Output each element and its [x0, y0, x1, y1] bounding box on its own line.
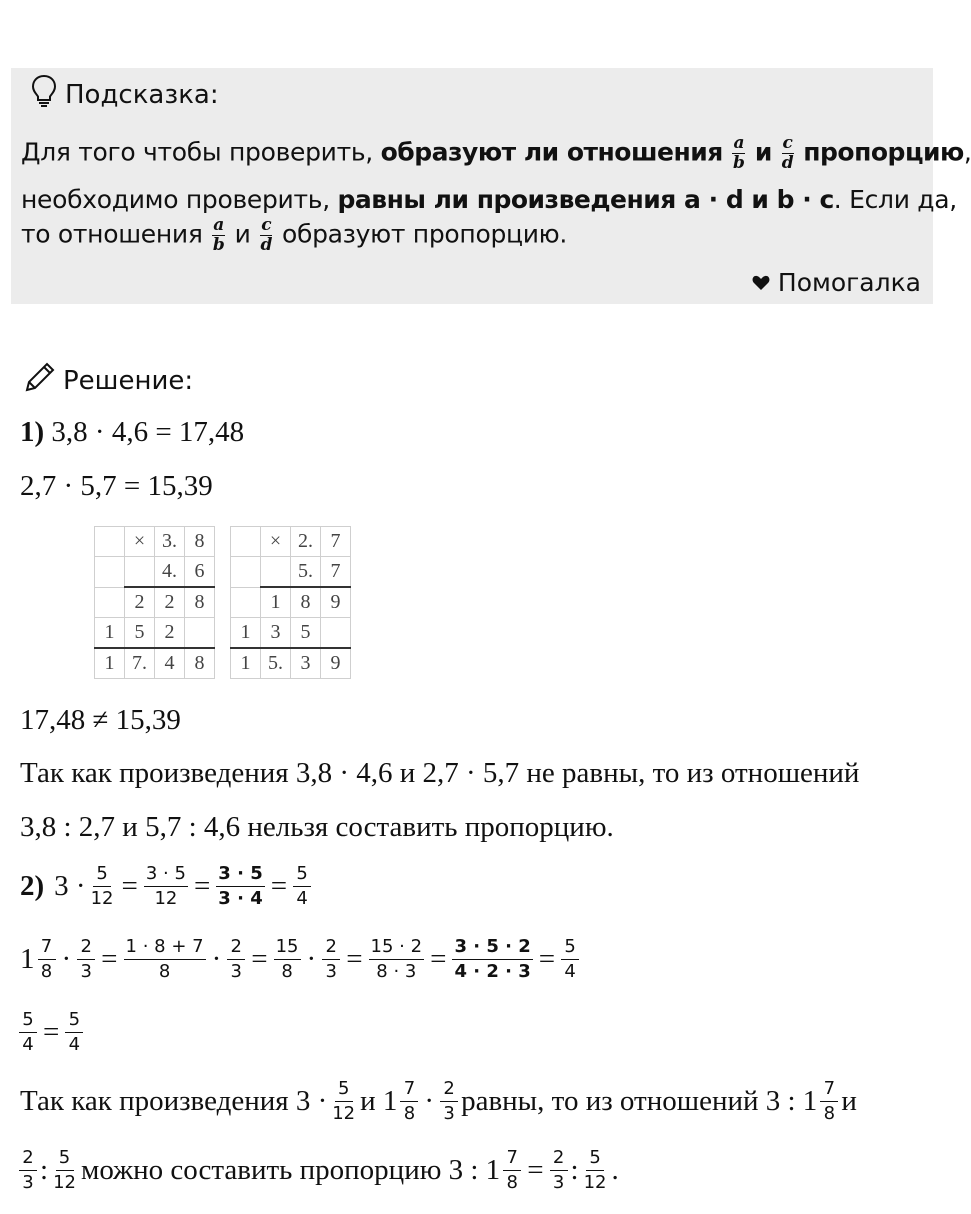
fraction: $\frac{2}{3}$: [322, 935, 340, 984]
equation: 3,8 · 4,6 = 17,48: [44, 416, 245, 448]
hint-box: [11, 68, 971, 304]
fraction: $\frac{3 \cdot 5}{12}$: [145, 863, 186, 909]
grid-cell: 5.: [261, 648, 291, 679]
conclusion-2-line1: [20, 1077, 857, 1126]
whole-number: 1: [20, 943, 35, 975]
signature[interactable]: [752, 268, 921, 297]
hint-conj: и: [234, 219, 251, 249]
hint-text: . Если да,: [833, 185, 957, 214]
conclusion-text: равны, то из отношений 3 : 1: [461, 1085, 818, 1117]
grid-cell: 9: [321, 587, 351, 618]
grid-cell: 2.: [291, 527, 321, 557]
grid-cell: 5: [125, 618, 155, 649]
part2-equation-1: [20, 862, 314, 911]
fraction: $\frac{5}{4}$: [65, 1008, 83, 1057]
fraction: $\frac{7}{8}$: [503, 1146, 521, 1195]
grid-cell: 1: [231, 618, 261, 649]
part1-line1: [20, 416, 244, 449]
conclusion-text: и 1: [360, 1085, 398, 1117]
grid-cell: 5.: [291, 557, 321, 588]
hint-text: ,: [963, 137, 971, 167]
fraction: $\frac{15 \cdot 2}{8 \cdot 3}$: [370, 936, 423, 982]
colon: :: [40, 1154, 49, 1186]
fraction: 2 3: [440, 1077, 458, 1126]
pencil-icon: [23, 360, 57, 401]
solution-title: Решение:: [63, 365, 194, 396]
grid-cell: [185, 618, 215, 649]
grid-cell: 2: [155, 587, 185, 618]
multiplication-grid-2: [230, 526, 351, 679]
grid-cell: [231, 557, 261, 588]
grid-cell: ×: [261, 527, 291, 557]
grid-cell: 8: [185, 527, 215, 557]
conclusion-text: можно составить пропорцию 3 : 1: [80, 1154, 501, 1186]
grid-cell: 1: [261, 587, 291, 618]
hint-emphasis: образуют ли отношения: [380, 137, 723, 167]
grid-row: [231, 557, 351, 588]
grid-row: [95, 557, 215, 588]
grid-cell: 5: [291, 618, 321, 649]
grid-cell: 2: [155, 618, 185, 649]
grid-cell: ×: [125, 527, 155, 557]
conclusion-1-line2: 3,8 : 2,7 и 5,7 : 4,6 нельзя составить пропорцию.: [20, 811, 614, 843]
grid-row: [95, 648, 215, 679]
grid-cell: 7.: [125, 648, 155, 679]
equals-sign: =: [538, 943, 556, 975]
solution-header: [23, 360, 193, 401]
part2-equation-2: [20, 935, 582, 984]
grid-cell: 7: [321, 557, 351, 588]
hint-line-2: [21, 185, 957, 214]
hint-emphasis: равны ли произведения a · d и b · c: [337, 185, 834, 214]
signature-label: Помогалка: [777, 268, 921, 297]
fraction: $\frac{5}{4}$: [561, 935, 579, 984]
hint-conj: и: [754, 137, 772, 167]
equals-sign: =: [270, 870, 288, 902]
grid-row: [231, 587, 351, 618]
conclusion-2-line2: [16, 1146, 619, 1195]
fraction: $\frac{5}{4}$: [293, 862, 311, 911]
colon: :: [570, 1154, 579, 1186]
fraction-c-d: $\frac{c}{d}$: [260, 215, 273, 255]
grid-cell: 3: [261, 618, 291, 649]
grid-cell: [95, 527, 125, 557]
fraction: $\frac{2}{3}$: [227, 935, 245, 984]
grid-cell: 4: [155, 648, 185, 679]
hint-line-3: [21, 216, 567, 255]
grid-cell: 4.: [155, 557, 185, 588]
grid-cell: 8: [185, 648, 215, 679]
dot-sign: ·: [211, 943, 222, 975]
equation-lead: 3 ·: [54, 870, 86, 902]
fraction: 5 12: [332, 1078, 356, 1124]
dot-sign: ·: [306, 943, 317, 975]
grid-cell: [261, 557, 291, 588]
fraction: $\frac{3 \cdot 5}{3 \cdot 4}$: [218, 863, 263, 909]
equals-sign: =: [430, 943, 447, 975]
inequality: 17,48 ≠ 15,39: [20, 704, 181, 736]
conclusion-text: Так как произведения 3 ·: [20, 1085, 328, 1117]
grid-row: [231, 527, 351, 557]
equals-sign: =: [346, 943, 363, 975]
grid-row: [231, 618, 351, 649]
grid-cell: [95, 587, 125, 618]
grid-cell: 6: [185, 557, 215, 588]
fraction: $\frac{5}{12}$: [90, 863, 114, 909]
equals-sign: =: [121, 870, 138, 902]
dot-sign: ·: [424, 1085, 435, 1117]
grid-cell: [95, 557, 125, 588]
grid-cell: [321, 618, 351, 649]
fraction: 5 12: [53, 1147, 76, 1193]
fraction: $\frac{2}{3}$: [550, 1146, 568, 1195]
grid-cell: 3.: [155, 527, 185, 557]
fraction-a-b: $\frac{a}{b}$: [733, 133, 745, 173]
hint-text: то отношения: [21, 219, 211, 249]
grid-cell: 2: [125, 587, 155, 618]
fraction: 2 3: [19, 1146, 37, 1195]
hint-title: Подсказка:: [65, 79, 219, 110]
fraction: 7 8: [38, 935, 56, 984]
conclusion-text: и: [841, 1085, 857, 1117]
equals-sign: =: [527, 1154, 544, 1186]
equals-sign: =: [43, 1016, 60, 1048]
fraction: $\frac{5}{4}$: [19, 1008, 37, 1057]
conclusion-1-line1: Так как произведения 3,8 · 4,6 и 2,7 · 5,7 не равны, то из отношений: [20, 757, 860, 789]
grid-cell: [125, 557, 155, 588]
multiplication-grid-1: [94, 526, 215, 679]
hint-emphasis: пропорцию: [803, 137, 964, 167]
grid-row: [95, 587, 215, 618]
hint-header: [31, 74, 219, 115]
equals-sign: =: [101, 943, 118, 975]
grid-cell: 8: [291, 587, 321, 618]
dot-sign: ·: [61, 943, 72, 975]
grid-cell: 3: [291, 648, 321, 679]
period: .: [611, 1154, 619, 1186]
part-number: 2): [20, 870, 45, 902]
fraction-c-d: $\frac{c}{d}$: [781, 133, 794, 173]
grid-cell: 1: [231, 648, 261, 679]
fraction: 7 8: [400, 1077, 418, 1126]
grid-row: [95, 618, 215, 649]
grid-cell: 8: [185, 587, 215, 618]
fraction: $\frac{1 \cdot 8 + 7}{8}$: [125, 936, 204, 982]
part2-equation-3: [16, 1008, 86, 1057]
grid-cell: [231, 587, 261, 618]
grid-cell: 7: [321, 527, 351, 557]
grid-cell: 1: [95, 648, 125, 679]
fraction: $\frac{2}{3}$: [77, 935, 95, 984]
grid-row: [95, 527, 215, 557]
fraction: $\frac{15}{8}$: [275, 936, 299, 982]
fraction: 7 8: [820, 1077, 838, 1126]
hint-text: необходимо проверить,: [21, 185, 338, 214]
hint-text: Для того чтобы проверить,: [21, 137, 381, 167]
grid-cell: 9: [321, 648, 351, 679]
part1-line2: 2,7 · 5,7 = 15,39: [20, 470, 213, 502]
grid-cell: 1: [95, 618, 125, 649]
fraction-a-b: $\frac{a}{b}$: [212, 215, 225, 255]
hint-text: образуют пропорцию.: [281, 219, 568, 249]
grid-cell: [231, 527, 261, 557]
hint-line-1: [21, 134, 971, 173]
equals-sign: =: [251, 943, 268, 975]
equals-sign: =: [193, 870, 211, 902]
grid-row: [231, 648, 351, 679]
fraction: 5 12: [583, 1147, 607, 1193]
part-number: 1): [20, 416, 45, 448]
lightbulb-icon: [31, 74, 57, 115]
fraction: $\frac{3 \cdot 5 \cdot 2}{4 \cdot 2 \cdot 3}$: [454, 936, 531, 982]
heart-icon: [752, 268, 770, 297]
